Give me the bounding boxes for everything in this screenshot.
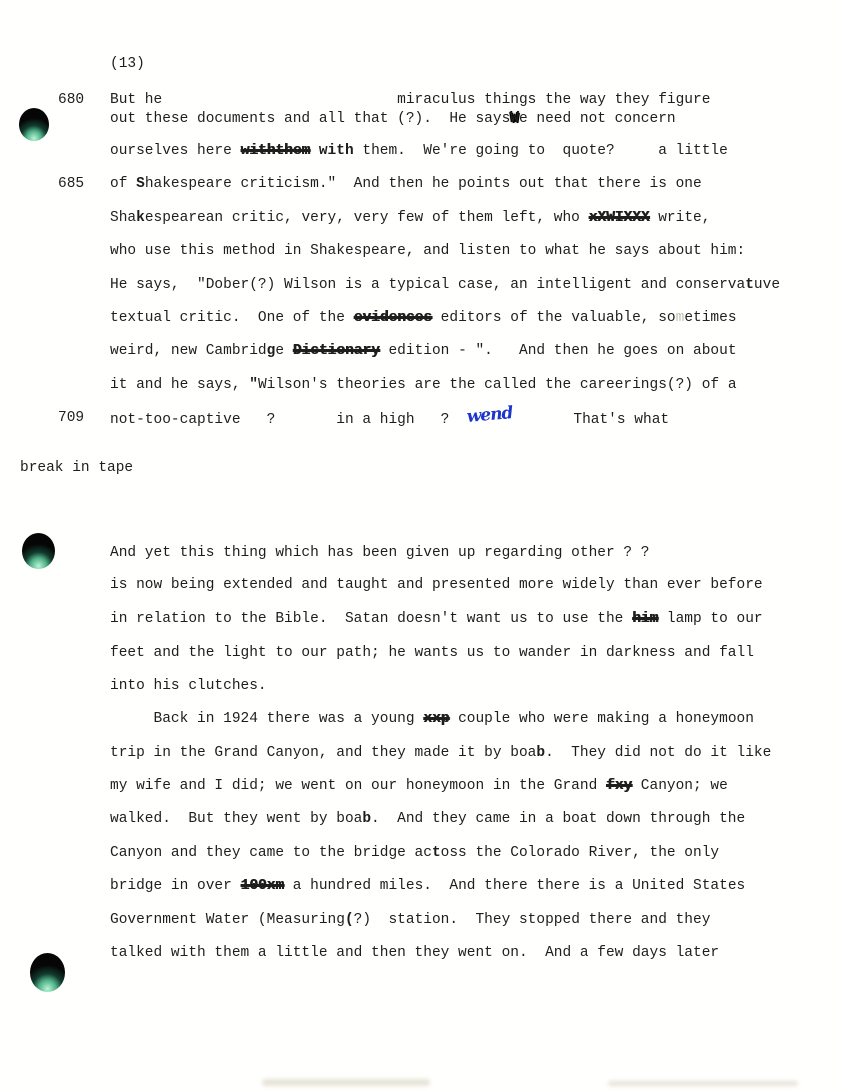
typescript-line-11 (58, 403, 832, 459)
typescript-line-6 (110, 242, 832, 275)
typed-text: out these documents and all that (?). He says (110, 111, 511, 127)
typed-text: talked with them a little and then they went on. And a few days later (110, 945, 720, 962)
typed-text: espearean critic, very, very few of them left, who (144, 209, 589, 226)
margin-line-number: 709 (58, 410, 85, 427)
typed-text: break in tape (20, 460, 134, 477)
typescript-line-10 (110, 376, 832, 409)
typescript-line-23 (110, 877, 832, 910)
typescript-line-5 (110, 209, 832, 242)
typed-text: Sha (110, 209, 137, 226)
typed-text: . And they came in a boat down through the (371, 811, 746, 828)
typed-text: uve (753, 276, 781, 293)
typed-text: oss the Colorado River, the only (440, 844, 720, 861)
typed-text: hakespeare criticism." And then he points out that there is one (144, 176, 702, 193)
faint-typed-character: m (675, 309, 685, 326)
typescript-line-20 (110, 777, 832, 810)
typed-text: feet and the light to our path; he wants us to wander in darkness and fall (110, 644, 754, 661)
handwritten-annotation: wend (465, 403, 513, 428)
typed-text: with (318, 143, 354, 159)
typescript-line-17 (110, 677, 832, 710)
typed-text: edition - ". And then he goes on about (379, 343, 737, 360)
typescript-line-19 (110, 744, 832, 777)
typed-text: ( (344, 911, 354, 928)
typescript-line-8 (110, 309, 832, 342)
struck-out-text: evidences (353, 309, 432, 326)
typed-text: in relation to the Bible. Satan doesn't want us to use the (110, 611, 633, 628)
typescript-line-15 (110, 610, 832, 643)
typescript-line-3 (110, 142, 832, 175)
hole-punch-mark (19, 108, 49, 141)
hole-punch-mark (30, 953, 65, 992)
typed-text: who use this method in Shakespeare, and listen to what he says about him: (110, 243, 746, 260)
typed-text: walked. But they went by boa (110, 811, 363, 828)
struck-out-text: Dictionary (292, 343, 380, 360)
typed-text: S (136, 176, 145, 193)
typed-text: Wilson's theories are the called the careerings(?) of a (257, 376, 737, 393)
typed-text: t (431, 844, 441, 861)
typescript-line-21 (110, 810, 832, 843)
typescript-line-24 (110, 911, 832, 944)
typescript-line-2 (110, 110, 832, 142)
typed-text: Back in 1924 there was a young (110, 711, 424, 728)
typescript-line-1 (58, 91, 832, 110)
typed-text: And yet this thing which has been given up regarding other ? ? (110, 545, 650, 562)
typed-text: editors of the valuable, so (431, 309, 676, 326)
typed-text: e need not concern (518, 111, 676, 127)
typed-text: e (275, 343, 293, 360)
typed-text: them. We're going to quote? a little (353, 143, 728, 159)
typed-text: That's what (512, 412, 670, 429)
typescript-line-25 (110, 944, 832, 977)
struck-out-text: xXWIXXX (588, 209, 650, 226)
typescript-line-13 (110, 544, 832, 576)
typescript-line-7 (110, 276, 832, 309)
typed-text: But he miraculus things the way they figure (110, 92, 711, 108)
typescript-body (20, 55, 832, 977)
typed-text: into his clutches. (110, 677, 267, 694)
typed-text: ?) station. They stopped there and they (353, 911, 711, 928)
typed-text: g (266, 343, 276, 360)
struck-out-text: xxp (423, 711, 450, 728)
typescript-line-9 (110, 342, 832, 375)
typed-text: lamp to our (658, 611, 763, 628)
typed-text: b (536, 744, 546, 761)
struck-out-text: withthem (240, 143, 311, 159)
struck-out-text: him (632, 611, 659, 628)
ink-blot-overstrike: W (510, 111, 519, 127)
typed-text: etimes (684, 309, 737, 326)
typed-text: textual critic. One of the (110, 309, 354, 326)
scan-smudge (262, 1079, 430, 1086)
typed-text (310, 143, 319, 159)
typed-text: b (362, 811, 372, 828)
typed-text: Government Water (Measuring (110, 911, 345, 928)
typescript-line-16 (110, 644, 832, 677)
typed-text: my wife and I did; we went on our honeymoon in the Grand (110, 778, 606, 795)
struck-out-text: 100xm (240, 878, 285, 895)
typed-text: not-too-captive ? in a high ? (110, 412, 467, 429)
typed-text: ourselves here (110, 143, 241, 159)
typed-text: He says, "Dober(?) Wilson is a typical case, an intelligent and conserva (110, 276, 746, 293)
typescript-line-22 (110, 844, 832, 877)
typescript-line-12 (20, 459, 832, 544)
typed-text: t (745, 276, 754, 293)
typed-text: weird, new Cambrid (110, 343, 267, 360)
typed-text: it and he says, (110, 376, 250, 393)
typescript-line-18 (110, 710, 832, 743)
typed-text: " (249, 376, 258, 393)
typed-text: . They did not do it like (545, 744, 772, 761)
typed-text: bridge in over (110, 878, 241, 895)
typed-text: is now being extended and taught and presented more widely than ever before (110, 577, 763, 594)
typed-text: a hundred miles. And there there is a United States (284, 878, 746, 895)
typescript-line-14 (110, 576, 832, 610)
typescript-line-0 (110, 55, 832, 91)
margin-line-number: 680 (58, 92, 85, 108)
typed-text: trip in the Grand Canyon, and they made it by boa (110, 744, 537, 761)
typed-text: write, (649, 209, 711, 226)
typescript-line-4 (58, 175, 832, 208)
typed-text: Canyon; we (632, 778, 728, 795)
struck-out-text: fxy (605, 778, 633, 795)
typed-text: (13) (110, 56, 145, 72)
scan-smudge (608, 1081, 798, 1086)
typed-text: couple who were making a honeymoon (449, 711, 754, 728)
typed-text: of (110, 176, 137, 193)
typed-text: k (136, 209, 145, 226)
margin-line-number: 685 (58, 176, 85, 193)
typed-text: Canyon and they came to the bridge ac (110, 844, 432, 861)
